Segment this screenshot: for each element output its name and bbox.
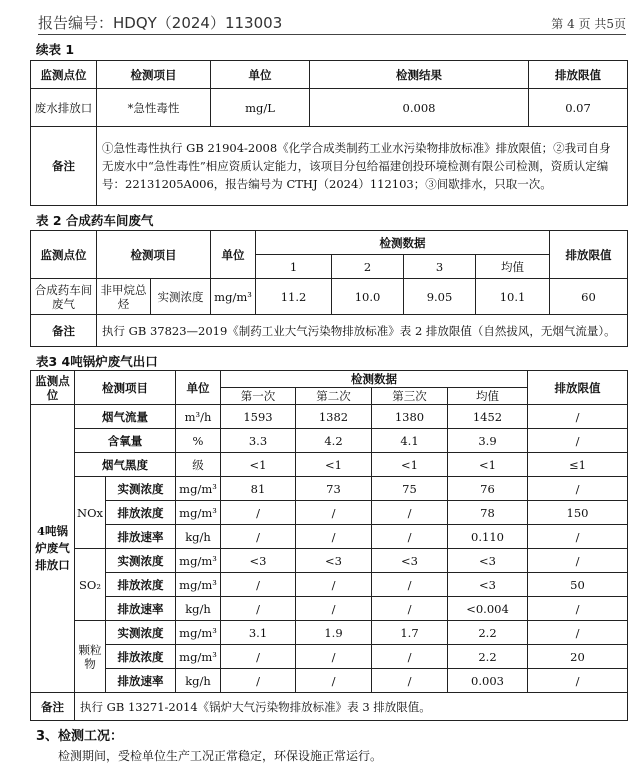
t3-value: 4.1 <box>372 429 448 453</box>
t3-unit: mg/m³ <box>176 573 221 597</box>
section3-text: 检测期间，受检单位生产工况正常稳定，环保设施正常运行。 <box>58 749 383 763</box>
t3-value: / <box>221 669 296 693</box>
t2-limit: 60 <box>550 279 628 315</box>
t3-limit: / <box>528 525 628 549</box>
t3-sub: 排放浓度 <box>106 645 176 669</box>
t3-item: 烟气黑度 <box>75 453 176 477</box>
t3-value: / <box>296 501 372 525</box>
report-number: 报告编号：HDQY（2024）113003 <box>38 14 283 32</box>
t3-unit: % <box>176 429 221 453</box>
t3-value: / <box>296 597 372 621</box>
t3-unit: mg/m³ <box>176 621 221 645</box>
t3-value: 78 <box>448 501 528 525</box>
t3-value: / <box>221 645 296 669</box>
t2-col-1: 1 <box>256 255 332 279</box>
t3-value: <1 <box>448 453 528 477</box>
t3-value: 73 <box>296 477 372 501</box>
t3-unit: mg/m³ <box>176 549 221 573</box>
t3-value: <3 <box>296 549 372 573</box>
t3-value: / <box>372 573 448 597</box>
t1-point: 废水排放口 <box>31 89 97 127</box>
t1-head-limit: 排放限值 <box>529 61 628 89</box>
t1-head-item: 检测项目 <box>97 61 211 89</box>
t3-head-data: 检测数据 <box>221 371 528 388</box>
t1-note-label: 备注 <box>31 127 97 206</box>
t3-value: 4.2 <box>296 429 372 453</box>
t3-head-point: 监测点位 <box>31 371 75 405</box>
t2-value-2: 10.0 <box>332 279 404 315</box>
table-row <box>31 477 628 501</box>
t3-group-name: NOx <box>75 477 106 549</box>
t3-unit: mg/m³ <box>176 501 221 525</box>
t3-group-name: 颗粒物 <box>75 621 106 693</box>
t3-value: / <box>296 645 372 669</box>
t2-head-limit: 排放限值 <box>550 231 628 279</box>
t3-limit: / <box>528 549 628 573</box>
t3-value: / <box>296 525 372 549</box>
t3-value: 0.003 <box>448 669 528 693</box>
t3-sub: 实测浓度 <box>106 477 176 501</box>
t3-value: / <box>221 525 296 549</box>
t2-col-3: 3 <box>404 255 476 279</box>
t3-limit: 20 <box>528 645 628 669</box>
t3-value: <0.004 <box>448 597 528 621</box>
table-row <box>31 453 628 477</box>
t2-value-1: 11.2 <box>256 279 332 315</box>
t3-col-3: 第三次 <box>372 388 448 405</box>
t2-value-mean: 10.1 <box>476 279 550 315</box>
t3-value: 1.9 <box>296 621 372 645</box>
t3-unit: mg/m³ <box>176 477 221 501</box>
t3-unit: mg/m³ <box>176 645 221 669</box>
table1 <box>30 60 628 206</box>
t3-limit: 50 <box>528 573 628 597</box>
table2-caption: 表 2 合成药车间废气 <box>36 213 154 228</box>
t1-limit: 0.07 <box>529 89 628 127</box>
t3-value: / <box>372 501 448 525</box>
table-row <box>31 693 628 721</box>
t3-value: 1380 <box>372 405 448 429</box>
t3-value: <3 <box>221 549 296 573</box>
t3-value: <3 <box>448 549 528 573</box>
t2-note-label: 备注 <box>31 315 97 347</box>
t3-sub: 排放浓度 <box>106 501 176 525</box>
t3-group-name: SO₂ <box>75 549 106 621</box>
t1-item: *急性毒性 <box>97 89 211 127</box>
t3-value: <1 <box>221 453 296 477</box>
t3-note: 执行 GB 13271-2014《锅炉大气污染物排放标准》表 3 排放限值。 <box>75 693 628 721</box>
t3-point: 4吨锅炉废气排放口 <box>31 405 75 693</box>
t3-value: 75 <box>372 477 448 501</box>
t3-unit: kg/h <box>176 597 221 621</box>
t3-sub: 排放速率 <box>106 597 176 621</box>
t2-note: 执行 GB 37823—2019《制药工业大气污染物排放标准》表 2 排放限值（自然拔风，无烟气流量）。 <box>97 315 628 347</box>
t3-value: / <box>221 501 296 525</box>
table-row <box>31 669 628 693</box>
t3-sub: 实测浓度 <box>106 621 176 645</box>
t2-point: 合成药车间废气 <box>31 279 97 315</box>
t3-item: 烟气流量 <box>75 405 176 429</box>
t3-body <box>31 371 628 721</box>
t2-head-point: 监测点位 <box>31 231 97 279</box>
t1-head-unit: 单位 <box>211 61 310 89</box>
t3-value: 3.1 <box>221 621 296 645</box>
table-row <box>31 549 628 573</box>
t3-value: 3.9 <box>448 429 528 453</box>
table-row <box>31 405 628 429</box>
t3-item: 含氧量 <box>75 429 176 453</box>
table2 <box>30 230 628 347</box>
t3-limit: ≤1 <box>528 453 628 477</box>
t2-col-mean: 均值 <box>476 255 550 279</box>
t3-value: <1 <box>296 453 372 477</box>
t3-value: / <box>372 645 448 669</box>
t3-sub: 排放浓度 <box>106 573 176 597</box>
t1-head-result: 检测结果 <box>310 61 529 89</box>
t2-sub: 实测浓度 <box>151 279 211 315</box>
t3-value: 1.7 <box>372 621 448 645</box>
table-row <box>31 621 628 645</box>
section3-title: 3、检测工况： <box>36 729 124 744</box>
t3-value: / <box>372 669 448 693</box>
t2-head-data: 检测数据 <box>256 231 550 255</box>
t3-value: 3.3 <box>221 429 296 453</box>
t3-value: / <box>372 525 448 549</box>
t2-col-2: 2 <box>332 255 404 279</box>
table-row <box>31 573 628 597</box>
t3-note-label: 备注 <box>31 693 75 721</box>
t3-unit: 级 <box>176 453 221 477</box>
t3-sub: 实测浓度 <box>106 549 176 573</box>
t3-limit: / <box>528 669 628 693</box>
t3-sub: 排放速率 <box>106 525 176 549</box>
t3-value: <3 <box>448 573 528 597</box>
t3-value: <3 <box>372 549 448 573</box>
t3-value: 81 <box>221 477 296 501</box>
t2-value-3: 9.05 <box>404 279 476 315</box>
t3-unit: m³/h <box>176 405 221 429</box>
t3-value: 0.110 <box>448 525 528 549</box>
t3-value: 1593 <box>221 405 296 429</box>
table3 <box>30 370 628 721</box>
table-row <box>31 501 628 525</box>
t3-value: / <box>296 573 372 597</box>
t3-value: / <box>372 597 448 621</box>
t3-value: / <box>221 597 296 621</box>
t3-limit: / <box>528 429 628 453</box>
t1-note: ①急性毒性执行 GB 21904-2008《化学合成类制药工业水污染物排放标准》排放限值；②我司自身无废水中“急性毒性”相应资质认定能力，该项目分包给福建创投环境检测有限公司检测，资质认定编号：22131205A006，报告编号为 CTHJ（2024）112103；③间歇排水，只取一次。 <box>97 127 628 206</box>
t2-unit: mg/m³ <box>211 279 256 315</box>
t3-head-unit: 单位 <box>176 371 221 405</box>
t2-item: 非甲烷总烃 <box>97 279 151 315</box>
t3-value: / <box>296 669 372 693</box>
page-header <box>38 8 626 35</box>
t1-result: 0.008 <box>310 89 529 127</box>
t3-value: / <box>221 573 296 597</box>
t3-head-limit: 排放限值 <box>528 371 628 405</box>
t3-col-1: 第一次 <box>221 388 296 405</box>
t1-head-point: 监测点位 <box>31 61 97 89</box>
t3-limit: / <box>528 597 628 621</box>
t3-col-2: 第二次 <box>296 388 372 405</box>
t3-value: 76 <box>448 477 528 501</box>
t3-unit: kg/h <box>176 525 221 549</box>
t1-unit: mg/L <box>211 89 310 127</box>
page-number: 第 4 页 共5页 <box>551 17 626 31</box>
t3-value: <1 <box>372 453 448 477</box>
t3-col-mean: 均值 <box>448 388 528 405</box>
table3-caption: 表3 4吨锅炉废气出口 <box>36 354 158 369</box>
t3-value: 1382 <box>296 405 372 429</box>
table-row <box>31 645 628 669</box>
table1-caption: 续表 1 <box>36 42 75 57</box>
t3-value: 2.2 <box>448 645 528 669</box>
table-row <box>31 525 628 549</box>
t2-head-unit: 单位 <box>211 231 256 279</box>
t3-limit: / <box>528 405 628 429</box>
t3-limit: / <box>528 477 628 501</box>
t3-value: 2.2 <box>448 621 528 645</box>
t3-unit: kg/h <box>176 669 221 693</box>
t3-sub: 排放速率 <box>106 669 176 693</box>
table-row <box>31 429 628 453</box>
table-row <box>31 597 628 621</box>
t2-head-item: 检测项目 <box>97 231 211 279</box>
t3-limit: 150 <box>528 501 628 525</box>
t3-value: 1452 <box>448 405 528 429</box>
t3-limit: / <box>528 621 628 645</box>
t3-head-item: 检测项目 <box>75 371 176 405</box>
